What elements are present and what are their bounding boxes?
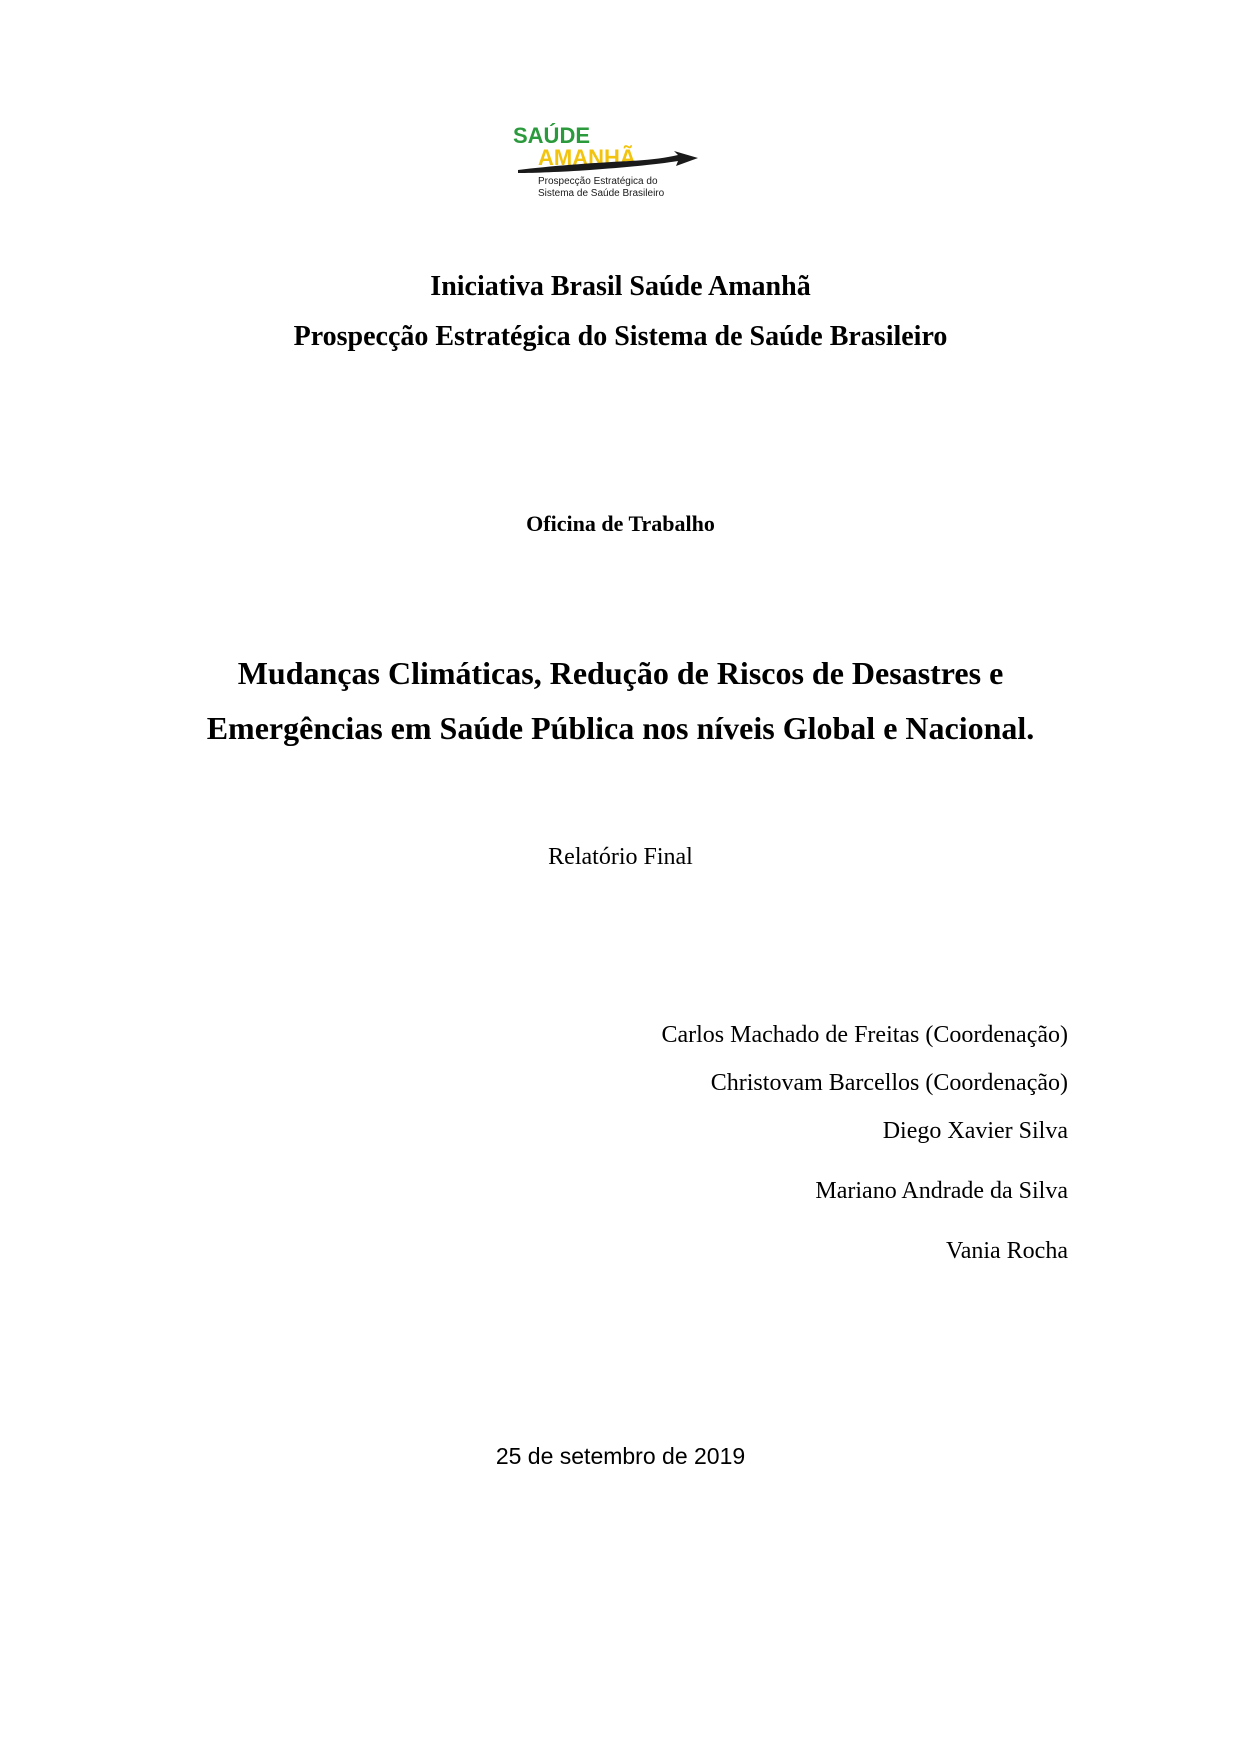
workshop-label: Oficina de Trabalho	[526, 511, 715, 536]
author-item: Mariano Andrade da Silva	[815, 1178, 1068, 1204]
author-item: Diego Xavier Silva	[882, 1118, 1068, 1144]
header-subtitle: Prospecção Estratégica do Sistema de Saúde Brasileiro	[293, 321, 948, 352]
logo-tagline-2: Sistema de Saúde Brasileiro	[538, 188, 665, 199]
document-date: 25 de setembro de 2019	[495, 1443, 746, 1469]
main-title-line-1: Mudanças Climáticas, Redução de Riscos de Desastres e	[237, 655, 1004, 691]
report-type: Relatório Final	[548, 844, 693, 870]
logo-word-amanha: AMANHÃ	[538, 145, 636, 170]
header-title: Iniciativa Brasil Saúde Amanhã	[430, 271, 811, 302]
author-item: Carlos Machado de Freitas (Coordenação)	[661, 1022, 1068, 1048]
author-item: Vania Rocha	[946, 1238, 1068, 1264]
logo-tagline-1: Prospecção Estratégica do	[538, 176, 658, 187]
main-title-line-2: Emergências em Saúde Pública nos níveis Global e Nacional.	[206, 710, 1035, 746]
logo-word-saude: SAÚDE	[513, 123, 591, 148]
author-item: Christovam Barcellos (Coordenação)	[710, 1070, 1068, 1096]
saude-amanha-logo	[510, 122, 710, 204]
